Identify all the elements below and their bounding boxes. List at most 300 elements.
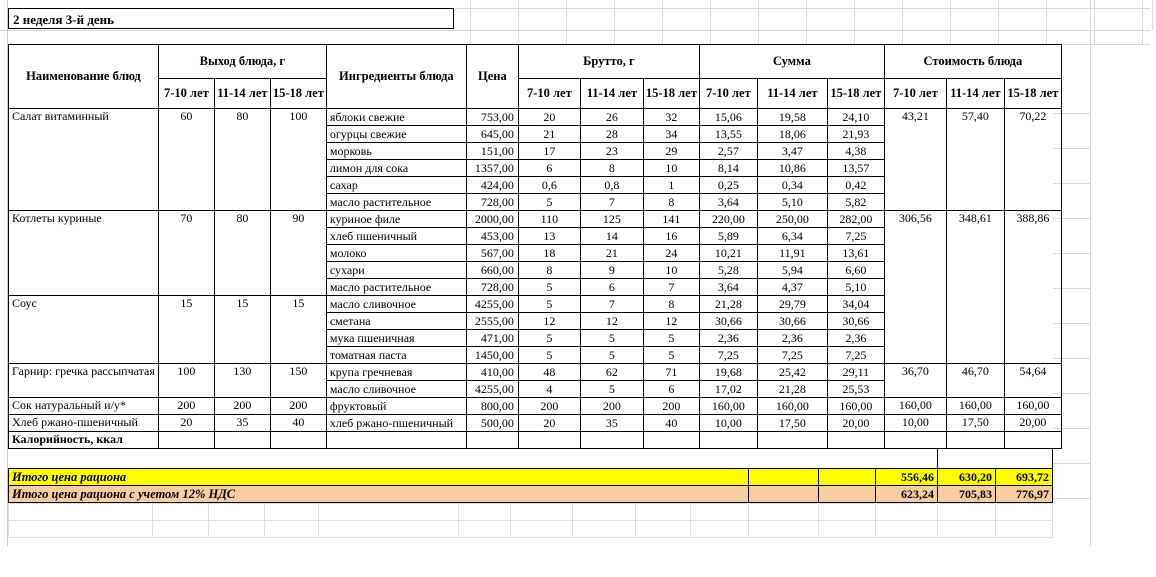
gross-cell[interactable]: 32: [643, 109, 699, 126]
sum-cell[interactable]: 11,91: [757, 245, 827, 262]
gross-cell[interactable]: 7: [643, 279, 699, 296]
output-cell[interactable]: 15: [214, 296, 270, 364]
sum-cell[interactable]: 2,57: [699, 143, 757, 160]
price-cell[interactable]: 453,00: [466, 228, 518, 245]
sum-cell[interactable]: 220,00: [699, 211, 757, 228]
empty-cell[interactable]: [270, 432, 326, 449]
output-cell[interactable]: 90: [270, 211, 326, 296]
cost-cell[interactable]: 20,00: [1004, 415, 1061, 432]
empty-cell[interactable]: [643, 432, 699, 449]
gross-cell[interactable]: 8: [643, 194, 699, 211]
sum-cell[interactable]: 3,64: [699, 279, 757, 296]
price-cell[interactable]: 410,00: [466, 364, 518, 381]
gross-cell[interactable]: 5: [518, 330, 580, 347]
gridline: [0, 30, 1150, 31]
price-cell[interactable]: 4255,00: [466, 381, 518, 398]
gross-cell[interactable]: 6: [518, 160, 580, 177]
gridline: [1046, 0, 1047, 44]
gross-cell[interactable]: 12: [643, 313, 699, 330]
sum-cell[interactable]: 17,50: [757, 415, 827, 432]
output-cell[interactable]: 100: [158, 364, 214, 398]
output-cell[interactable]: 100: [270, 109, 326, 211]
ingredient-cell[interactable]: огурцы свежие: [326, 126, 466, 143]
gross-cell[interactable]: 125: [580, 211, 643, 228]
gridline: [614, 0, 615, 44]
gross-cell[interactable]: 5: [518, 296, 580, 313]
calories-label-cell[interactable]: Калорийность, ккал: [9, 432, 159, 449]
ingredient-cell[interactable]: сухари: [326, 262, 466, 279]
sum-cell[interactable]: 7,25: [699, 347, 757, 364]
gross-cell[interactable]: 8: [518, 262, 580, 279]
header-gross-age-2[interactable]: 11-14 лет: [580, 79, 643, 109]
ingredient-cell[interactable]: мука пшеничная: [326, 330, 466, 347]
gross-cell[interactable]: 24: [643, 245, 699, 262]
cost-cell[interactable]: 10,00: [884, 415, 946, 432]
header-sum-age-2[interactable]: 11-14 лет: [757, 79, 827, 109]
gap-tick-right: [1052, 449, 1053, 468]
total-value-cell[interactable]: 630,20: [938, 469, 996, 486]
sum-cell[interactable]: 25,42: [757, 364, 827, 381]
empty-cell[interactable]: [265, 504, 319, 521]
price-cell[interactable]: 424,00: [466, 177, 518, 194]
header-dish-name[interactable]: Наименование блюд: [9, 45, 159, 109]
price-cell[interactable]: 471,00: [466, 330, 518, 347]
total-row: [9, 469, 1053, 486]
price-cell[interactable]: 151,00: [466, 143, 518, 160]
gross-cell[interactable]: 8: [643, 296, 699, 313]
gridline: [566, 0, 567, 44]
gross-cell[interactable]: 35: [580, 415, 643, 432]
sum-cell[interactable]: 20,00: [827, 415, 884, 432]
ingredient-row: [9, 398, 1062, 415]
empty-cell[interactable]: [819, 486, 876, 503]
gridline: [518, 0, 519, 44]
output-cell[interactable]: 200: [158, 398, 214, 415]
cost-cell[interactable]: 46,70: [946, 364, 1004, 398]
empty-cell[interactable]: [153, 504, 209, 521]
cost-cell[interactable]: 36,70: [884, 364, 946, 398]
gross-cell[interactable]: 62: [580, 364, 643, 381]
header-cost-age-3[interactable]: 15-18 лет: [1004, 79, 1061, 109]
output-cell[interactable]: 200: [214, 398, 270, 415]
empty-cell[interactable]: [757, 432, 827, 449]
output-cell[interactable]: 60: [158, 109, 214, 211]
price-cell[interactable]: 2000,00: [466, 211, 518, 228]
ingredient-cell[interactable]: масло сливочное: [326, 296, 466, 313]
header-price[interactable]: Цена: [466, 45, 518, 109]
sum-cell[interactable]: 30,66: [757, 313, 827, 330]
gross-cell[interactable]: 10: [643, 160, 699, 177]
gross-cell[interactable]: 200: [518, 398, 580, 415]
total-value-cell[interactable]: 705,83: [938, 486, 996, 503]
price-cell[interactable]: 4255,00: [466, 296, 518, 313]
cost-cell[interactable]: 160,00: [1004, 398, 1061, 415]
sum-cell[interactable]: 282,00: [827, 211, 884, 228]
sum-cell[interactable]: 2,36: [757, 330, 827, 347]
gross-cell[interactable]: 28: [580, 126, 643, 143]
menu-table: [8, 44, 1062, 449]
ingredient-row: [9, 211, 1062, 228]
gross-cell[interactable]: 71: [643, 364, 699, 381]
sum-cell[interactable]: 7,25: [757, 347, 827, 364]
gross-cell[interactable]: 17: [518, 143, 580, 160]
ingredient-cell[interactable]: фруктовый: [326, 398, 466, 415]
ingredient-cell[interactable]: хлеб ржано-пшеничный: [326, 415, 466, 432]
gridline: [1152, 0, 1153, 30]
sum-cell[interactable]: 5,10: [827, 279, 884, 296]
sum-cell[interactable]: 5,28: [699, 262, 757, 279]
empty-cell[interactable]: [319, 521, 459, 538]
gross-cell[interactable]: 0,6: [518, 177, 580, 194]
gross-cell[interactable]: 141: [643, 211, 699, 228]
gross-cell[interactable]: 5: [643, 330, 699, 347]
empty-cell[interactable]: [819, 504, 876, 521]
ingredient-cell[interactable]: куриное филе: [326, 211, 466, 228]
empty-cell[interactable]: [749, 486, 819, 503]
total-row: [9, 486, 1053, 503]
gross-cell[interactable]: 48: [518, 364, 580, 381]
empty-cell[interactable]: [319, 504, 459, 521]
empty-cell[interactable]: [819, 521, 876, 538]
output-cell[interactable]: 15: [158, 296, 214, 364]
sum-cell[interactable]: 4,37: [757, 279, 827, 296]
price-cell[interactable]: 800,00: [466, 398, 518, 415]
gross-cell[interactable]: 1: [643, 177, 699, 194]
gridline: [1094, 0, 1095, 44]
dish-name-cell[interactable]: Салат витаминный: [9, 109, 159, 211]
ingredient-cell[interactable]: томатная паста: [326, 347, 466, 364]
sum-cell[interactable]: 24,10: [827, 109, 884, 126]
calories-row: [9, 432, 1062, 449]
output-cell[interactable]: 35: [214, 415, 270, 432]
empty-cell[interactable]: [214, 432, 270, 449]
dish-name-cell[interactable]: Котлеты куриные: [9, 211, 159, 296]
sum-cell[interactable]: 21,28: [699, 296, 757, 313]
empty-cell[interactable]: [459, 504, 511, 521]
empty-cell[interactable]: [511, 521, 573, 538]
total-label-cell[interactable]: Итого цена рациона с учетом 12% НДС: [9, 486, 749, 503]
sum-cell[interactable]: 13,61: [827, 245, 884, 262]
header-cost-age-1[interactable]: 7-10 лет: [884, 79, 946, 109]
output-cell[interactable]: 80: [214, 211, 270, 296]
cost-cell[interactable]: 70,22: [1004, 109, 1061, 211]
sum-cell[interactable]: 160,00: [757, 398, 827, 415]
gross-cell[interactable]: 21: [580, 245, 643, 262]
output-cell[interactable]: 80: [214, 109, 270, 211]
empty-cell[interactable]: [691, 504, 749, 521]
gross-cell[interactable]: 6: [643, 381, 699, 398]
gross-cell[interactable]: 200: [643, 398, 699, 415]
cost-cell[interactable]: 348,61: [946, 211, 1004, 364]
empty-cell[interactable]: [158, 432, 214, 449]
ingredient-cell[interactable]: морковь: [326, 143, 466, 160]
header-sum[interactable]: Сумма: [699, 45, 884, 79]
empty-cell[interactable]: [459, 521, 511, 538]
output-cell[interactable]: 40: [270, 415, 326, 432]
sum-cell[interactable]: 18,06: [757, 126, 827, 143]
empty-cell[interactable]: [699, 432, 757, 449]
gross-cell[interactable]: 23: [580, 143, 643, 160]
sum-cell[interactable]: 29,79: [757, 296, 827, 313]
gross-cell[interactable]: 40: [643, 415, 699, 432]
sum-cell[interactable]: 7,25: [827, 228, 884, 245]
sum-cell[interactable]: 160,00: [827, 398, 884, 415]
empty-cell[interactable]: [876, 504, 938, 521]
empty-cell[interactable]: [9, 504, 153, 521]
price-cell[interactable]: 500,00: [466, 415, 518, 432]
gross-cell[interactable]: 12: [518, 313, 580, 330]
gross-cell[interactable]: 7: [580, 194, 643, 211]
sum-cell[interactable]: 10,00: [699, 415, 757, 432]
empty-cell[interactable]: [749, 504, 819, 521]
total-label-cell[interactable]: Итого цена рациона: [9, 469, 749, 486]
gap-tick-left: [937, 449, 938, 468]
empty-grid-rows: [8, 503, 1053, 538]
empty-cell[interactable]: [938, 504, 996, 521]
sum-cell[interactable]: 250,00: [757, 211, 827, 228]
empty-cell[interactable]: [827, 432, 884, 449]
sum-cell[interactable]: 6,60: [827, 262, 884, 279]
gross-cell[interactable]: 20: [518, 109, 580, 126]
sheet-title-cell[interactable]: 2 неделя 3-й день: [8, 8, 454, 29]
price-cell[interactable]: 1450,00: [466, 347, 518, 364]
gross-cell[interactable]: 6: [580, 279, 643, 296]
gridline: [470, 0, 471, 44]
gross-cell[interactable]: 13: [518, 228, 580, 245]
gross-cell[interactable]: 200: [580, 398, 643, 415]
sum-cell[interactable]: 5,10: [757, 194, 827, 211]
sum-cell[interactable]: 3,64: [699, 194, 757, 211]
header-gross-age-3[interactable]: 15-18 лет: [643, 79, 699, 109]
ingredient-cell[interactable]: лимон для сока: [326, 160, 466, 177]
empty-cell[interactable]: [819, 469, 876, 486]
sum-cell[interactable]: 6,34: [757, 228, 827, 245]
sum-cell[interactable]: 4,38: [827, 143, 884, 160]
gross-cell[interactable]: 10: [643, 262, 699, 279]
sum-cell[interactable]: 2,36: [827, 330, 884, 347]
dish-name-cell[interactable]: Гарнир: гречка рассыпчатая: [9, 364, 159, 398]
sum-cell[interactable]: 160,00: [699, 398, 757, 415]
header-sum-age-3[interactable]: 15-18 лет: [827, 79, 884, 109]
price-cell[interactable]: 567,00: [466, 245, 518, 262]
output-cell[interactable]: 15: [270, 296, 326, 364]
output-cell[interactable]: 200: [270, 398, 326, 415]
empty-cell[interactable]: [9, 521, 153, 538]
empty-cell[interactable]: [518, 432, 580, 449]
sum-cell[interactable]: 15,06: [699, 109, 757, 126]
dish-name-cell[interactable]: Хлеб ржано-пшеничный: [9, 415, 159, 432]
empty-cell[interactable]: [938, 521, 996, 538]
header-gross[interactable]: Брутто, г: [518, 45, 699, 79]
total-value-cell[interactable]: 693,72: [996, 469, 1053, 486]
gross-cell[interactable]: 5: [518, 347, 580, 364]
sum-cell[interactable]: 5,89: [699, 228, 757, 245]
header-cost[interactable]: Стоимость блюда: [884, 45, 1061, 79]
header-cost-age-2[interactable]: 11-14 лет: [946, 79, 1004, 109]
empty-cell[interactable]: [636, 521, 691, 538]
gross-cell[interactable]: 110: [518, 211, 580, 228]
empty-cell[interactable]: [326, 432, 466, 449]
gridline: [902, 0, 903, 44]
gross-cell[interactable]: 26: [580, 109, 643, 126]
price-cell[interactable]: 645,00: [466, 126, 518, 143]
sum-cell[interactable]: 2,36: [699, 330, 757, 347]
gross-cell[interactable]: 5: [580, 330, 643, 347]
total-value-cell[interactable]: 556,46: [876, 469, 938, 486]
gridline: [854, 0, 855, 44]
gross-cell[interactable]: 9: [580, 262, 643, 279]
gross-cell[interactable]: 12: [580, 313, 643, 330]
output-cell[interactable]: 130: [214, 364, 270, 398]
sum-cell[interactable]: 10,86: [757, 160, 827, 177]
cost-cell[interactable]: 160,00: [946, 398, 1004, 415]
gridline: [950, 0, 951, 44]
gridline: [455, 8, 1150, 9]
gross-cell[interactable]: 4: [518, 381, 580, 398]
sum-cell[interactable]: 30,66: [827, 313, 884, 330]
sum-cell[interactable]: 29,11: [827, 364, 884, 381]
sum-cell[interactable]: 17,02: [699, 381, 757, 398]
sum-cell[interactable]: 19,68: [699, 364, 757, 381]
ingredient-cell[interactable]: масло растительное: [326, 194, 466, 211]
cost-cell[interactable]: 17,50: [946, 415, 1004, 432]
gross-cell[interactable]: 21: [518, 126, 580, 143]
gross-cell[interactable]: 0,8: [580, 177, 643, 194]
sum-cell[interactable]: 7,25: [827, 347, 884, 364]
sum-cell[interactable]: 0,25: [699, 177, 757, 194]
empty-cell[interactable]: [749, 521, 819, 538]
gridline: [806, 0, 807, 44]
empty-cell[interactable]: [153, 521, 209, 538]
cost-cell[interactable]: 306,56: [884, 211, 946, 364]
cost-cell[interactable]: 43,21: [884, 109, 946, 211]
sum-cell[interactable]: 19,58: [757, 109, 827, 126]
empty-cell[interactable]: [884, 432, 946, 449]
gross-cell[interactable]: 20: [518, 415, 580, 432]
ingredient-cell[interactable]: крупа гречневая: [326, 364, 466, 381]
sum-cell[interactable]: 8,14: [699, 160, 757, 177]
sum-cell[interactable]: 21,28: [757, 381, 827, 398]
empty-grid-row: [9, 504, 1053, 521]
cost-cell[interactable]: 388,86: [1004, 211, 1061, 364]
header-output-age-2[interactable]: 11-14 лет: [214, 79, 270, 109]
empty-cell[interactable]: [691, 521, 749, 538]
empty-cell[interactable]: [209, 521, 265, 538]
ingredient-cell[interactable]: сахар: [326, 177, 466, 194]
empty-cell[interactable]: [946, 432, 1004, 449]
sum-cell[interactable]: 13,55: [699, 126, 757, 143]
cost-cell[interactable]: 160,00: [884, 398, 946, 415]
cost-cell[interactable]: 54,64: [1004, 364, 1061, 398]
price-cell[interactable]: 1357,00: [466, 160, 518, 177]
price-cell[interactable]: 660,00: [466, 262, 518, 279]
empty-cell[interactable]: [466, 432, 518, 449]
gross-cell[interactable]: 5: [518, 279, 580, 296]
gridline: [662, 0, 663, 44]
empty-cell[interactable]: [996, 504, 1053, 521]
ingredient-cell[interactable]: масло растительное: [326, 279, 466, 296]
total-value-cell[interactable]: 623,24: [876, 486, 938, 503]
gross-cell[interactable]: 5: [580, 347, 643, 364]
totals-table: [8, 468, 1053, 503]
empty-cell[interactable]: [209, 504, 265, 521]
dish-name-cell[interactable]: Сок натуральный и/у*: [9, 398, 159, 415]
sum-cell[interactable]: 30,66: [699, 313, 757, 330]
gross-cell[interactable]: 5: [518, 194, 580, 211]
empty-cell[interactable]: [265, 521, 319, 538]
dish-name-cell[interactable]: Соус: [9, 296, 159, 364]
empty-cell[interactable]: [573, 504, 636, 521]
header-output[interactable]: Выход блюда, г: [158, 45, 326, 79]
sum-cell[interactable]: 13,57: [827, 160, 884, 177]
sum-cell[interactable]: 0,34: [757, 177, 827, 194]
sum-cell[interactable]: 0,42: [827, 177, 884, 194]
sum-cell[interactable]: 10,21: [699, 245, 757, 262]
ingredient-cell[interactable]: молоко: [326, 245, 466, 262]
sum-cell[interactable]: 5,82: [827, 194, 884, 211]
gridline: [1142, 0, 1143, 44]
header-gross-age-1[interactable]: 7-10 лет: [518, 79, 580, 109]
gross-cell[interactable]: 8: [580, 160, 643, 177]
gross-cell[interactable]: 16: [643, 228, 699, 245]
output-cell[interactable]: 150: [270, 364, 326, 398]
total-value-cell[interactable]: 776,97: [996, 486, 1053, 503]
cost-cell[interactable]: 57,40: [946, 109, 1004, 211]
header-sum-age-1[interactable]: 7-10 лет: [699, 79, 757, 109]
sum-cell[interactable]: 25,53: [827, 381, 884, 398]
ingredient-row: [9, 109, 1062, 126]
empty-cell[interactable]: [876, 521, 938, 538]
gross-cell[interactable]: 7: [580, 296, 643, 313]
header-output-age-1[interactable]: 7-10 лет: [158, 79, 214, 109]
gross-cell[interactable]: 14: [580, 228, 643, 245]
gridline: [710, 0, 711, 44]
price-cell[interactable]: 728,00: [466, 194, 518, 211]
ingredient-row: [9, 364, 1062, 381]
price-cell[interactable]: 753,00: [466, 109, 518, 126]
gross-cell[interactable]: 5: [643, 347, 699, 364]
empty-cell[interactable]: [573, 521, 636, 538]
gross-cell[interactable]: 29: [643, 143, 699, 160]
empty-cell[interactable]: [580, 432, 643, 449]
ingredient-cell[interactable]: сметана: [326, 313, 466, 330]
ingredient-cell[interactable]: яблоки свежие: [326, 109, 466, 126]
ingredient-cell[interactable]: масло сливочное: [326, 381, 466, 398]
sum-cell[interactable]: 34,04: [827, 296, 884, 313]
output-cell[interactable]: 20: [158, 415, 214, 432]
gross-cell[interactable]: 5: [580, 381, 643, 398]
ingredient-row: [9, 415, 1062, 432]
empty-cell[interactable]: [1004, 432, 1061, 449]
gross-cell[interactable]: 18: [518, 245, 580, 262]
empty-cell[interactable]: [996, 521, 1053, 538]
empty-cell[interactable]: [636, 504, 691, 521]
gridline: [1090, 0, 1091, 546]
sum-cell[interactable]: 5,94: [757, 262, 827, 279]
gross-cell[interactable]: 34: [643, 126, 699, 143]
empty-cell[interactable]: [749, 469, 819, 486]
header-output-age-3[interactable]: 15-18 лет: [270, 79, 326, 109]
gridline: [758, 0, 759, 44]
sum-cell[interactable]: 21,93: [827, 126, 884, 143]
price-cell[interactable]: 728,00: [466, 279, 518, 296]
ingredient-cell[interactable]: хлеб пшеничный: [326, 228, 466, 245]
empty-cell[interactable]: [511, 504, 573, 521]
sum-cell[interactable]: 3,47: [757, 143, 827, 160]
header-ingredients[interactable]: Ингредиенты блюда: [326, 45, 466, 109]
price-cell[interactable]: 2555,00: [466, 313, 518, 330]
output-cell[interactable]: 70: [158, 211, 214, 296]
